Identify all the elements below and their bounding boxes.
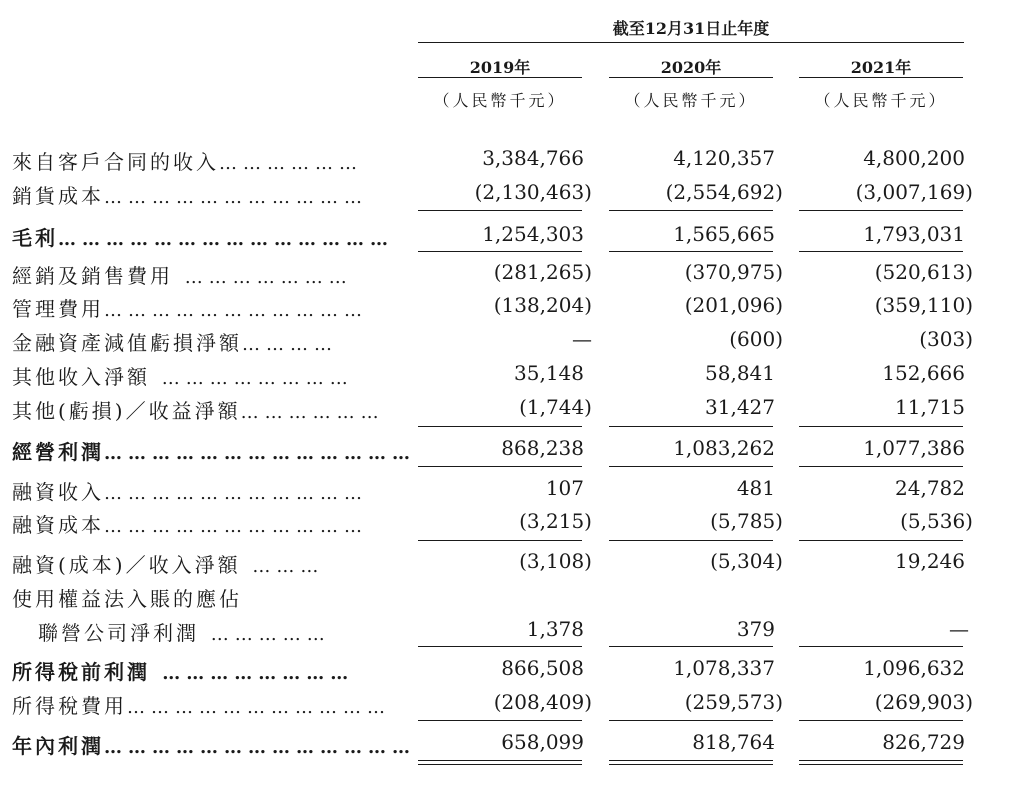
table-row <box>0 395 1009 425</box>
value-2021: 24,782 <box>895 476 965 500</box>
value-2021: 152,666 <box>882 361 965 385</box>
subtotal-rule <box>609 251 773 252</box>
subtotal-rule <box>609 210 773 211</box>
value-2020: 58,841 <box>705 361 775 385</box>
value-2021: (303) <box>919 327 973 351</box>
row-label: 金融資產減值虧損淨額………… <box>12 331 338 355</box>
table-row <box>0 617 1009 647</box>
value-2021: (3,007,169) <box>855 180 973 204</box>
value-2020: 1,083,262 <box>673 436 775 460</box>
table-row <box>0 476 1009 506</box>
value-2020: (5,304) <box>710 549 783 573</box>
value-2021: (269,903) <box>874 690 973 714</box>
period-rule <box>418 42 964 43</box>
table-row <box>0 361 1009 391</box>
subtotal-rule <box>609 720 773 721</box>
unit-label-2021: （人民幣千元） <box>814 91 948 110</box>
row-label: 銷貨成本…………………………… <box>12 184 368 208</box>
year-header-2021: 2021年 <box>850 58 912 77</box>
subtotal-rule <box>799 540 963 541</box>
subtotal-rule <box>418 426 582 427</box>
value-2019: 658,099 <box>501 730 584 754</box>
table-row <box>0 180 1009 210</box>
row-label: 融資收入…………………………… <box>12 480 368 504</box>
value-2019: (281,265) <box>493 260 592 284</box>
year-rule-2020 <box>609 77 773 78</box>
value-2020: 481 <box>736 476 775 500</box>
year-header-2019: 2019年 <box>469 58 531 77</box>
value-2019: 866,508 <box>501 656 584 680</box>
subtotal-rule <box>799 720 963 721</box>
row-label: 經營利潤………………………………… <box>12 440 416 464</box>
value-2021: (5,536) <box>900 509 973 533</box>
value-2020: 1,565,665 <box>673 222 775 246</box>
row-label: 所得稅費用…………………………… <box>12 694 391 718</box>
value-2020: (201,096) <box>684 293 783 317</box>
row-label: 管理費用…………………………… <box>12 297 368 321</box>
value-2021: 19,246 <box>895 549 965 573</box>
row-label: 毛利…………………………………… <box>12 226 394 250</box>
value-2019: (138,204) <box>493 293 592 317</box>
value-2021: 11,715 <box>895 395 965 419</box>
value-2019: (3,108) <box>519 549 592 573</box>
table-row <box>0 327 1009 357</box>
row-label: 使用權益法入賬的應佔 <box>12 587 242 611</box>
row-label: 年內利潤………………………………… <box>12 734 416 758</box>
subtotal-rule <box>418 251 582 252</box>
table-row <box>0 146 1009 176</box>
table-row <box>0 583 1009 613</box>
row-label: 融資成本…………………………… <box>12 513 368 537</box>
subtotal-rule <box>799 251 963 252</box>
row-label: 其他(虧損)／收益淨額……………… <box>12 399 385 423</box>
value-2021: — <box>949 617 969 641</box>
value-2020: (600) <box>729 327 783 351</box>
value-2020: (370,975) <box>684 260 783 284</box>
value-2021: (520,613) <box>874 260 973 284</box>
value-2019: (3,215) <box>519 509 592 533</box>
value-2019: 35,148 <box>514 361 584 385</box>
value-2021: 4,800,200 <box>863 146 965 170</box>
value-2019: (208,409) <box>493 690 592 714</box>
value-2020: (259,573) <box>684 690 783 714</box>
subtotal-rule <box>799 646 963 647</box>
unit-label-2020: （人民幣千元） <box>624 91 758 110</box>
value-2020: 818,764 <box>692 730 775 754</box>
table-row <box>0 656 1009 686</box>
value-2020: (5,785) <box>710 509 783 533</box>
row-label: 經銷及銷售費用 ………………… <box>12 264 353 288</box>
value-2020: 31,427 <box>705 395 775 419</box>
subtotal-rule <box>799 426 963 427</box>
subtotal-rule <box>609 540 773 541</box>
value-2019: 1,378 <box>526 617 584 641</box>
value-2019: — <box>572 327 592 351</box>
row-label: 其他收入淨額 …………………… <box>12 365 354 389</box>
value-2019: 868,238 <box>501 436 584 460</box>
unit-label-2019: （人民幣千元） <box>433 91 567 110</box>
subtotal-rule <box>418 646 582 647</box>
subtotal-rule <box>609 426 773 427</box>
table-row <box>0 293 1009 323</box>
value-2021: 826,729 <box>882 730 965 754</box>
subtotal-rule <box>418 540 582 541</box>
row-label: 融資(成本)／收入淨額 ……… <box>12 553 325 577</box>
subtotal-rule <box>799 210 963 211</box>
subtotal-rule <box>418 720 582 721</box>
year-rule-2019 <box>418 77 582 78</box>
year-rule-2021 <box>799 77 963 78</box>
table-row <box>0 730 1009 760</box>
value-2021: 1,077,386 <box>863 436 965 460</box>
period-header: 截至12月31日止年度 <box>612 19 770 38</box>
table-row <box>0 260 1009 290</box>
value-2019: 1,254,303 <box>482 222 584 246</box>
subtotal-rule <box>418 210 582 211</box>
value-2020: (2,554,692) <box>665 180 783 204</box>
subtotal-rule <box>418 466 582 467</box>
value-2019: (1,744) <box>519 395 592 419</box>
total-double-rule <box>418 760 582 765</box>
row-label: 所得稅前利潤 …………………… <box>12 660 355 684</box>
total-double-rule <box>609 760 773 765</box>
table-row <box>0 436 1009 466</box>
table-row <box>0 509 1009 539</box>
value-2021: 1,793,031 <box>863 222 965 246</box>
subtotal-rule <box>799 466 963 467</box>
subtotal-rule <box>609 646 773 647</box>
value-2020: 1,078,337 <box>673 656 775 680</box>
year-header-2020: 2020年 <box>660 58 722 77</box>
row-label: 聯營公司淨利潤 …………… <box>38 621 331 645</box>
value-2020: 379 <box>736 617 775 641</box>
value-2021: (359,110) <box>874 293 973 317</box>
table-row <box>0 222 1009 252</box>
row-label: 來自客戶合同的收入……………… <box>12 150 363 174</box>
value-2019: (2,130,463) <box>474 180 592 204</box>
table-row <box>0 549 1009 579</box>
value-2019: 3,384,766 <box>482 146 584 170</box>
total-double-rule <box>799 760 963 765</box>
value-2020: 4,120,357 <box>673 146 775 170</box>
value-2021: 1,096,632 <box>863 656 965 680</box>
value-2019: 107 <box>545 476 584 500</box>
subtotal-rule <box>609 466 773 467</box>
table-row <box>0 690 1009 720</box>
